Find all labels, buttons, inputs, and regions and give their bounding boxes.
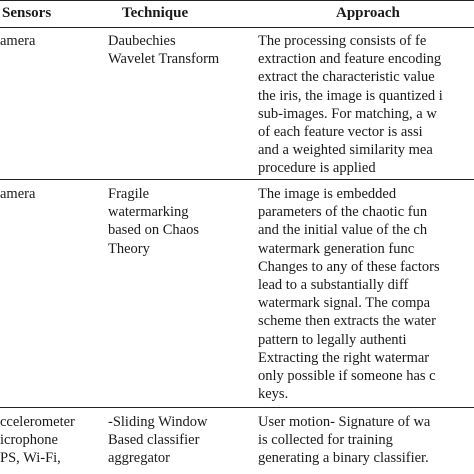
row-2-approach-line: scheme then extracts the water bbox=[258, 313, 436, 330]
row-1-approach-line: sub-images. For matching, a w bbox=[258, 105, 437, 122]
row-3-approach-line: generating a binary classifier. bbox=[258, 450, 429, 467]
row-2-approach-line: watermark generation func bbox=[258, 240, 415, 257]
row-2-approach-line: watermark signal. The compa bbox=[258, 295, 431, 312]
row-1-approach bbox=[258, 32, 443, 178]
row-3-technique-line: -Sliding Window bbox=[108, 414, 208, 430]
row-1-approach-line: procedure is applied bbox=[258, 160, 376, 177]
row-2-approach-line: The image is embedded bbox=[258, 186, 397, 202]
row-1-rule bbox=[0, 179, 474, 180]
row-2-approach-line: and the initial value of the ch bbox=[258, 222, 428, 239]
row-2-approach-line: only possible if someone has c bbox=[258, 368, 436, 385]
row-2-approach-line: pattern to legally authenti bbox=[258, 331, 407, 348]
row-1-technique bbox=[108, 32, 219, 68]
row-3-sensors bbox=[0, 413, 75, 468]
row-3-sensors-line: icrophone bbox=[0, 432, 58, 449]
row-2-approach-line: Changes to any of these factors bbox=[258, 258, 440, 275]
row-1-technique-line: Wavelet Transform bbox=[108, 51, 220, 68]
row-2-rule bbox=[0, 407, 474, 408]
row-2-sensors-line: amera bbox=[0, 186, 36, 202]
header-technique: Technique bbox=[122, 5, 189, 21]
row-2-technique-line: Fragile bbox=[108, 186, 150, 202]
row-3-approach-line: is collected for training bbox=[258, 432, 393, 449]
row-1-approach-line: extract the characteristic value bbox=[258, 69, 435, 86]
row-3-sensors-line: ccelerometer bbox=[0, 414, 75, 430]
row-1-technique-line: Daubechies bbox=[108, 33, 176, 49]
row-3-technique-line: aggregator bbox=[108, 450, 170, 467]
row-2-approach-line: keys. bbox=[258, 386, 289, 403]
header-rule bbox=[0, 27, 474, 28]
row-2-technique-line: watermarking bbox=[108, 204, 189, 221]
row-1-approach-line: The processing consists of fe bbox=[258, 33, 427, 49]
row-2-technique-line: based on Chaos bbox=[108, 222, 200, 239]
table-top-rule bbox=[0, 0, 474, 1]
row-2-approach-line: Extracting the right watermar bbox=[258, 349, 430, 366]
row-2-approach bbox=[258, 185, 440, 403]
row-3-sensors-line: PS, Wi-Fi, bbox=[0, 450, 61, 467]
row-2-approach-line: lead to a substantially diff bbox=[258, 277, 409, 294]
row-3-technique-line: Based classifier bbox=[108, 432, 200, 449]
row-1-approach-line: extraction and feature encoding bbox=[258, 51, 442, 68]
header-sensors: Sensors bbox=[2, 5, 52, 21]
row-1-sensors-line: amera bbox=[0, 33, 36, 49]
row-2-approach-line: parameters of the chaotic fun bbox=[258, 204, 428, 221]
row-1-approach-line: the iris, the image is quantized i bbox=[258, 87, 443, 104]
row-3-technique bbox=[108, 413, 207, 468]
row-1-approach-line: and a weighted similarity mea bbox=[258, 142, 433, 159]
row-2-technique-line: Theory bbox=[108, 240, 150, 257]
header-approach: Approach bbox=[336, 5, 400, 21]
row-3-approach-line: User motion- Signature of wa bbox=[258, 414, 431, 430]
row-2-technique bbox=[108, 185, 199, 258]
row-1-approach-line: of each feature vector is assi bbox=[258, 124, 423, 141]
row-3-approach bbox=[258, 413, 430, 468]
row-2-sensors bbox=[0, 185, 35, 203]
row-1-sensors bbox=[0, 32, 35, 50]
